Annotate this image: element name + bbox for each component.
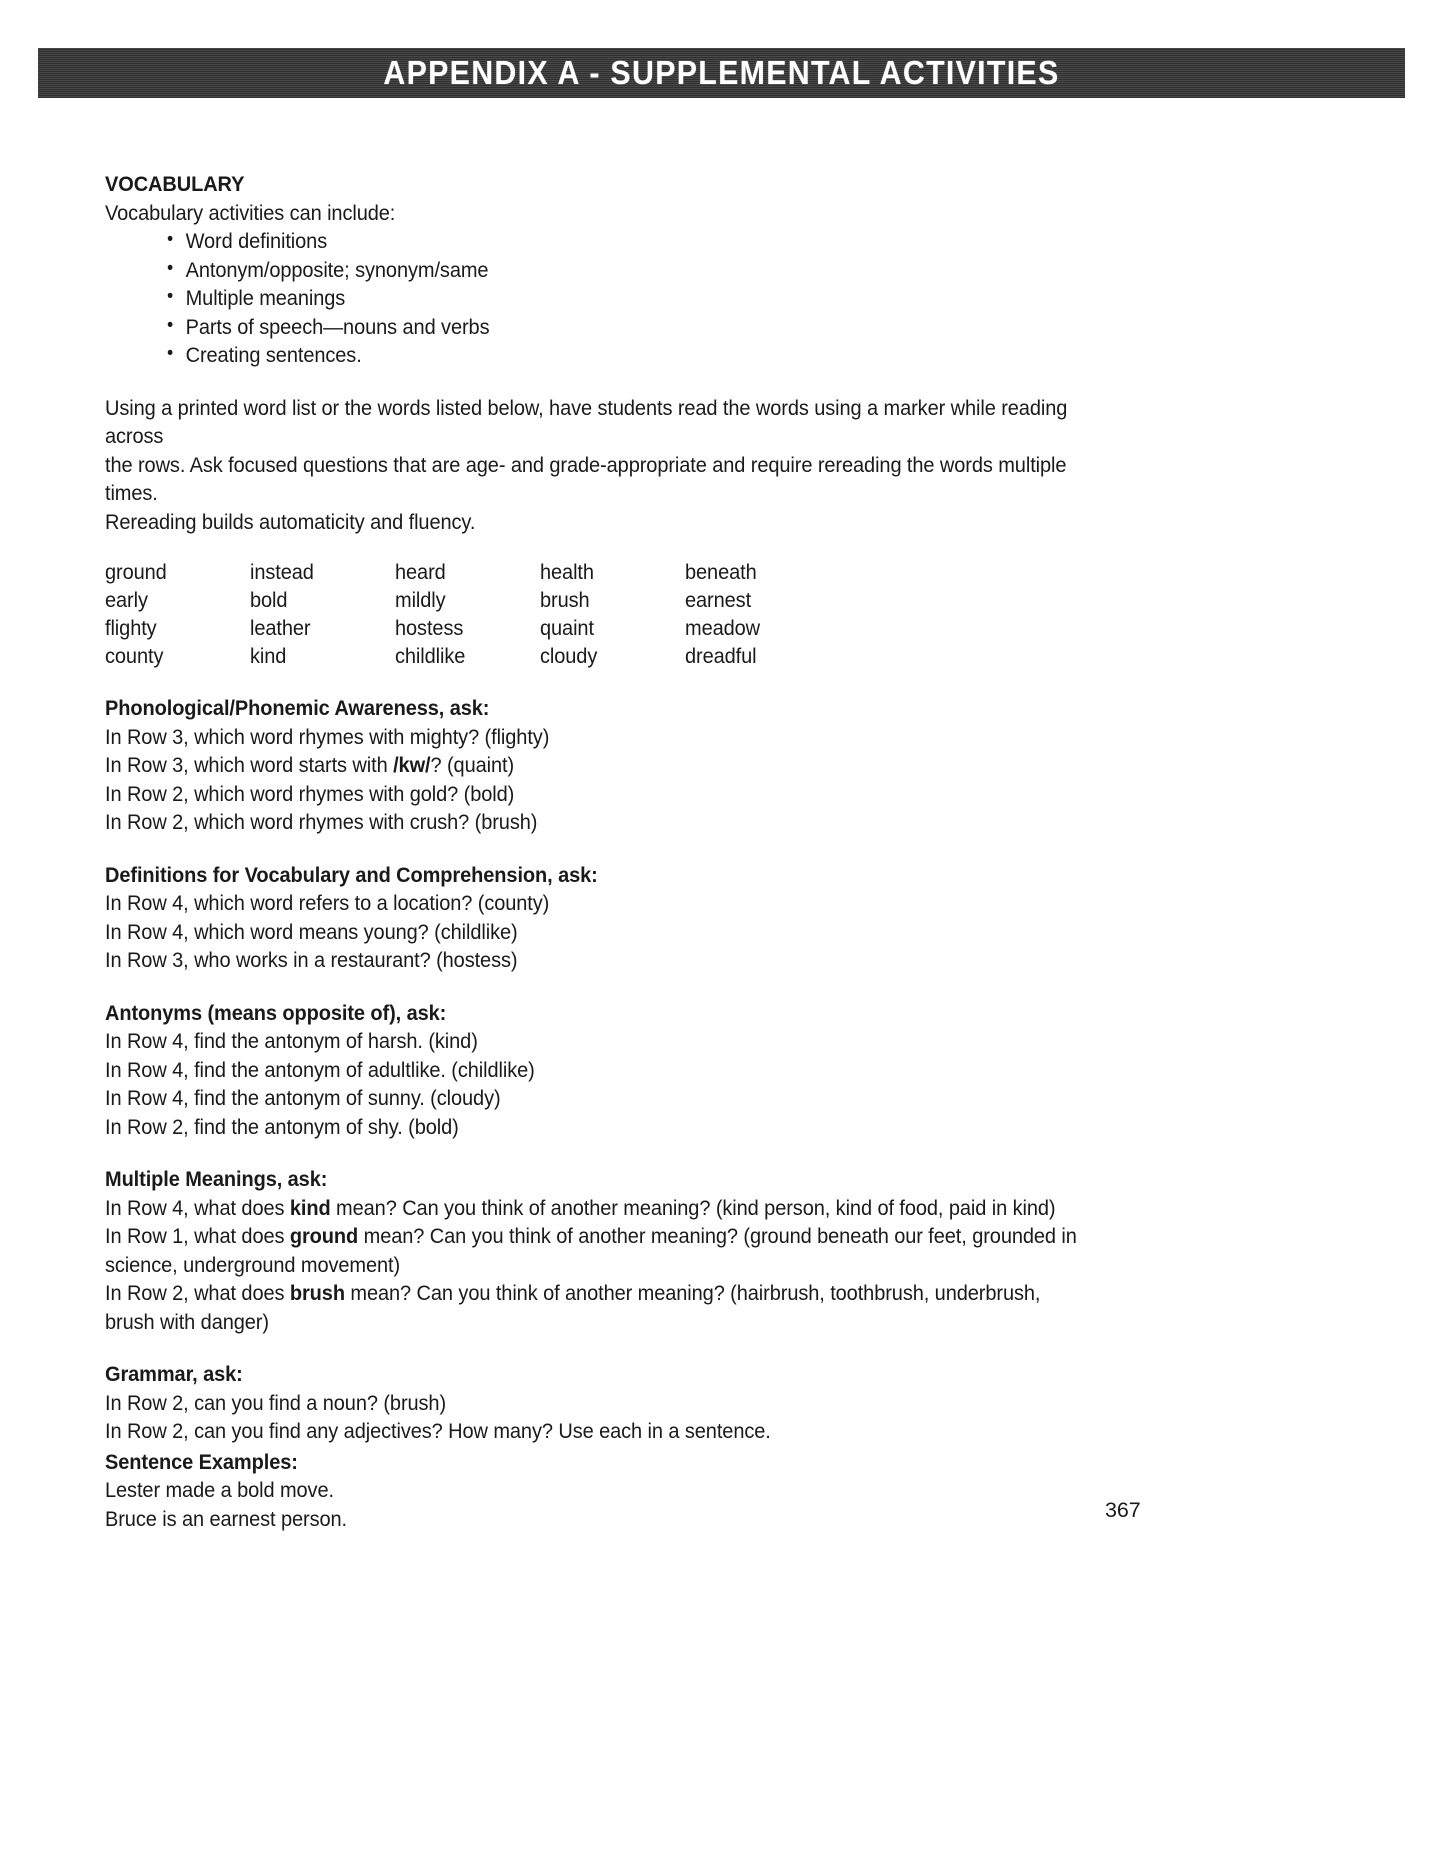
word-text: kind: [250, 644, 287, 668]
word-cell: [250, 558, 395, 586]
appendix-header-banner: [38, 48, 1405, 98]
word-text: quaint: [540, 616, 594, 640]
word-cell: [395, 614, 540, 642]
section-lines: [105, 723, 1105, 837]
word-cell: [685, 614, 830, 642]
section-heading: Definitions for Vocabulary and Comprehension, ask:: [105, 862, 598, 887]
word-text: county: [105, 644, 164, 668]
word-text: dreadful: [685, 644, 757, 668]
word-cell: [105, 614, 250, 642]
word-cell: [250, 642, 395, 670]
question-line: science, underground movement): [105, 1252, 401, 1277]
word-text: brush: [540, 588, 590, 612]
instruction-line: Using a printed word list or the words listed below, have students read the words using a marker while reading across: [105, 395, 1068, 448]
section-heading: Antonyms (means opposite of), ask:: [105, 1000, 447, 1025]
question-section: [105, 1448, 1105, 1534]
list-item: • Creating sentences.: [167, 341, 1123, 370]
word-cell: [685, 558, 830, 586]
word-text: beneath: [685, 560, 757, 584]
word-text: leather: [250, 616, 311, 640]
question-line: In Row 4, which word refers to a location? (county): [105, 891, 550, 915]
question-line: In Row 4, which word means young? (childlike): [105, 919, 518, 944]
page-number: 367: [1105, 1498, 1141, 1522]
section-lines: [105, 1194, 1105, 1337]
section-lines: [105, 1389, 1105, 1446]
question-line: In Row 2, which word rhymes with gold? (bold): [105, 781, 515, 806]
table-row: [105, 586, 830, 614]
word-text: meadow: [685, 616, 761, 640]
word-list-grid: [105, 558, 830, 670]
question-line: In Row 2, can you find a noun? (brush): [105, 1390, 447, 1415]
section-lines: [105, 1476, 1105, 1533]
section-heading: Multiple Meanings, ask:: [105, 1167, 328, 1191]
table-row: [105, 614, 830, 642]
section-heading: Phonological/Phonemic Awareness, ask:: [105, 696, 490, 720]
word-cell: [395, 586, 540, 614]
question-line: Bruce is an earnest person.: [105, 1506, 348, 1531]
question-line: Lester made a bold move.: [105, 1478, 334, 1502]
question-line: In Row 4, find the antonym of sunny. (cloudy): [105, 1086, 501, 1110]
emphasized-word: /kw/: [393, 753, 431, 777]
question-section: [105, 694, 1105, 837]
word-text: instead: [250, 560, 314, 584]
emphasized-word: brush: [289, 1281, 345, 1305]
question-line: In Row 1, what does ground mean? Can you think of another meaning? (ground beneath our feet, grounded in: [105, 1224, 1077, 1248]
word-cell: [685, 642, 830, 670]
section-heading: Grammar, ask:: [105, 1362, 243, 1386]
table-row: [105, 642, 830, 670]
question-line: In Row 2, what does brush mean? Can you think of another meaning? (hairbrush, toothbrush, underbrush,: [105, 1281, 1041, 1305]
question-line: brush with danger): [105, 1309, 269, 1334]
word-text: heard: [395, 560, 446, 584]
question-line: In Row 3, who works in a restaurant? (hostess): [105, 948, 518, 972]
question-section: [105, 861, 1105, 975]
list-item: • Word definitions: [167, 227, 1123, 256]
question-line: In Row 3, which word starts with /kw/? (quaint): [105, 753, 515, 777]
question-section: [105, 999, 1105, 1142]
word-text: bold: [250, 588, 288, 612]
word-text: ground: [105, 560, 167, 584]
word-cell: [540, 586, 685, 614]
word-cell: [250, 614, 395, 642]
table-row: [105, 558, 830, 586]
word-text: mildly: [395, 588, 446, 612]
word-cell: [395, 642, 540, 670]
vocabulary-bullet-list: [105, 227, 1105, 370]
list-item: • Antonym/opposite; synonym/same: [167, 256, 1123, 285]
question-line: In Row 2, can you find any adjectives? How many? Use each in a sentence.: [105, 1419, 771, 1443]
question-section: [105, 1360, 1105, 1446]
instruction-line: the rows. Ask focused questions that are age- and grade-appropriate and require rereading the words multiple times.: [105, 452, 1067, 505]
document-body: [105, 170, 1105, 1533]
vocabulary-intro: Vocabulary activities can include:: [105, 200, 396, 225]
word-text: health: [540, 560, 594, 584]
section-heading: Sentence Examples:: [105, 1449, 298, 1474]
question-line: In Row 2, which word rhymes with crush? (brush): [105, 810, 538, 834]
word-cell: [250, 586, 395, 614]
list-item: • Parts of speech—nouns and verbs: [167, 313, 1123, 342]
word-cell: [395, 558, 540, 586]
section-lines: [105, 889, 1105, 975]
word-cell: [105, 586, 250, 614]
word-text: early: [105, 588, 148, 612]
word-text: childlike: [395, 644, 466, 668]
word-text: cloudy: [540, 644, 598, 668]
word-text: hostess: [395, 616, 464, 640]
list-item: • Multiple meanings: [167, 284, 1123, 313]
word-cell: [540, 614, 685, 642]
emphasized-word: kind: [289, 1195, 331, 1220]
word-cell: [540, 642, 685, 670]
word-cell: [105, 558, 250, 586]
word-cell: [105, 642, 250, 670]
vocabulary-heading: VOCABULARY: [105, 172, 245, 196]
page-title: APPENDIX A - SUPPLEMENTAL ACTIVITIES: [383, 54, 1060, 91]
emphasized-word: ground: [289, 1224, 359, 1248]
question-section: [105, 1165, 1105, 1336]
section-lines: [105, 1027, 1105, 1141]
question-line: In Row 3, which word rhymes with mighty? (flighty): [105, 724, 550, 749]
word-text: earnest: [685, 588, 752, 612]
question-line: In Row 2, find the antonym of shy. (bold): [105, 1114, 459, 1139]
instruction-line: Rereading builds automaticity and fluency.: [105, 509, 476, 534]
question-line: In Row 4, what does kind mean? Can you think of another meaning? (kind person, kind of food, paid in kind): [105, 1195, 1056, 1220]
question-line: In Row 4, find the antonym of adultlike. (childlike): [105, 1057, 535, 1082]
word-text: flighty: [105, 616, 157, 640]
word-cell: [685, 586, 830, 614]
question-line: In Row 4, find the antonym of harsh. (kind): [105, 1029, 478, 1053]
question-sections: [105, 694, 1105, 1533]
instruction-paragraph: [105, 394, 1105, 537]
word-cell: [540, 558, 685, 586]
